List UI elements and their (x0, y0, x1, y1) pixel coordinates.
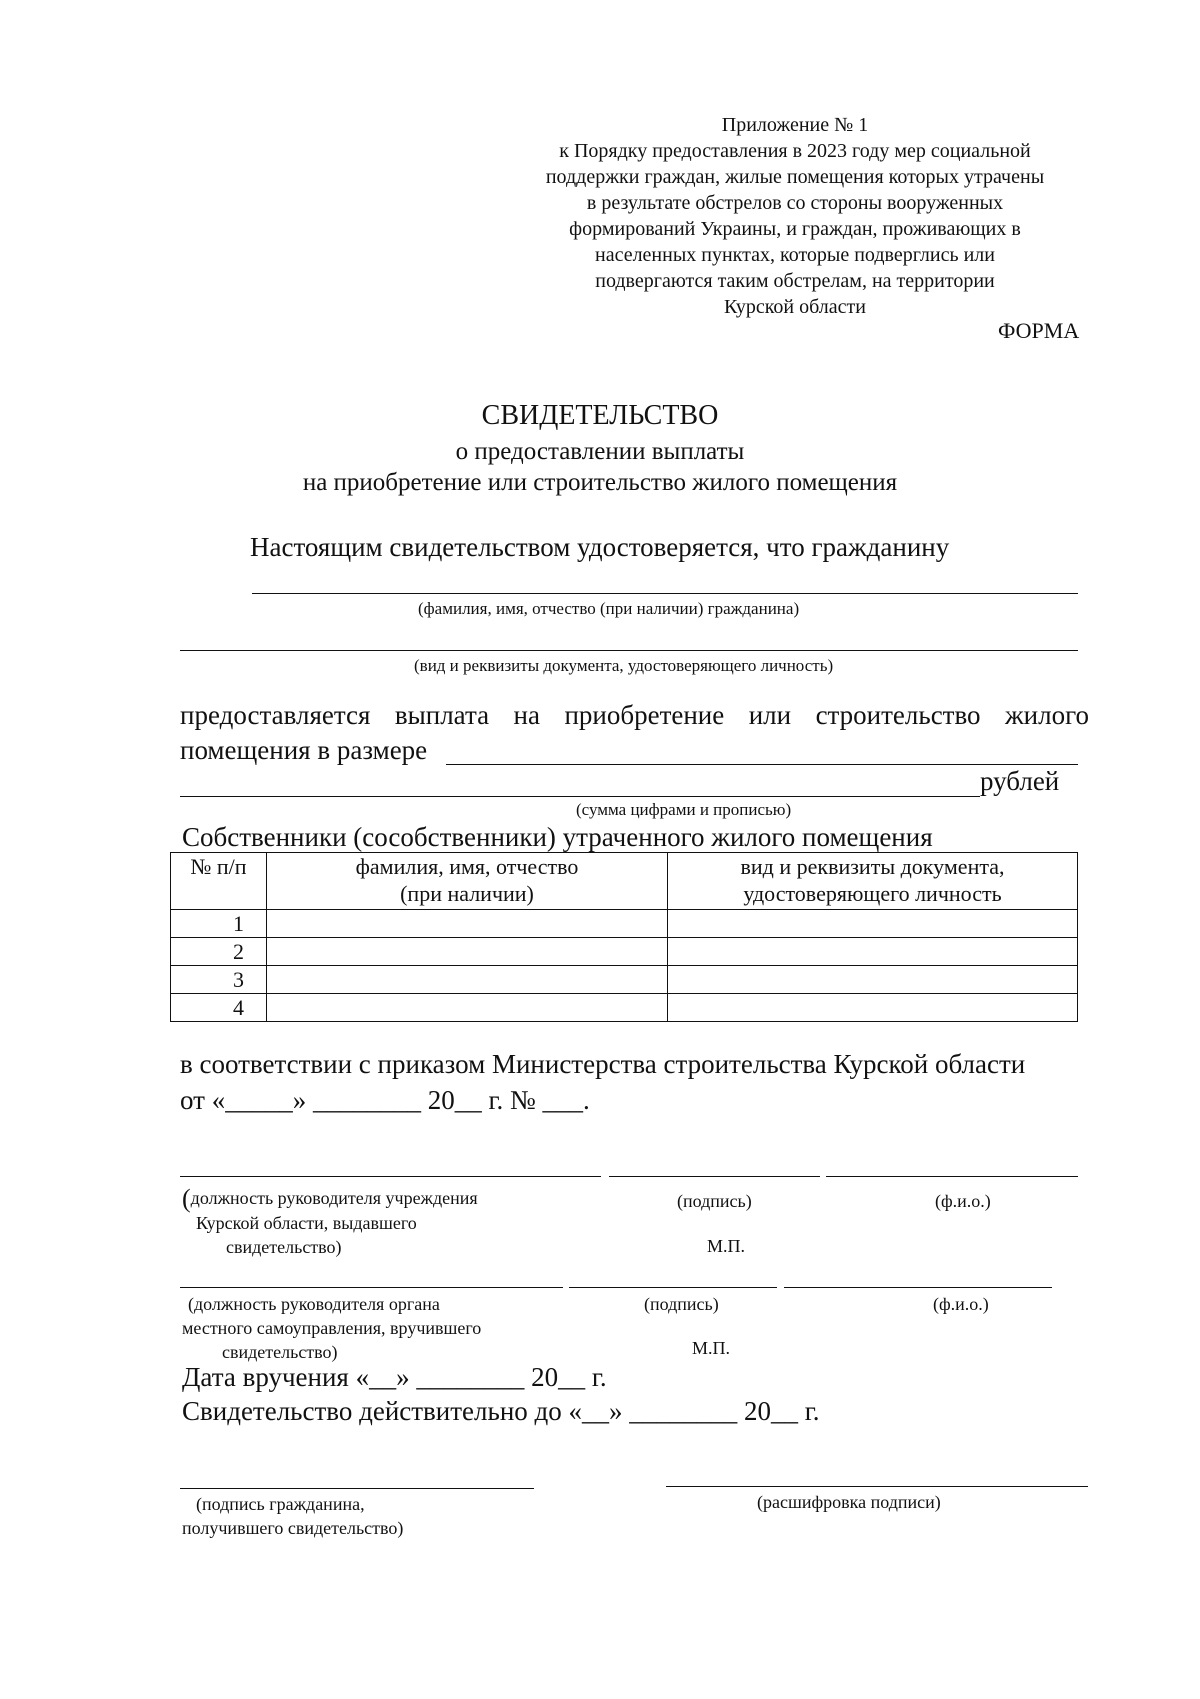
signature-caption: (подпись) (644, 1294, 719, 1314)
appendix-line: Курской области (724, 296, 866, 318)
citizen-signature-line-1: (подпись гражданина, (196, 1494, 365, 1514)
payment-word: строительство (815, 700, 981, 730)
owner-doc-cell[interactable] (668, 910, 1078, 938)
signature-caption: (подпись) (677, 1191, 752, 1211)
id-doc-blank-line[interactable] (180, 650, 1078, 651)
document-title: СВИДЕТЕЛЬСТВО (481, 400, 719, 431)
col-doc-header-line: вид и реквизиты документа, (740, 854, 1005, 879)
institution-head-text: должность руководителя учреждения (190, 1188, 478, 1208)
local-position-line[interactable] (180, 1287, 563, 1288)
owner-doc-cell[interactable] (668, 938, 1078, 966)
appendix-line: Приложение № 1 (721, 114, 869, 136)
local-fio-line[interactable] (784, 1287, 1052, 1288)
appendix-line: поддержки граждан, жилые помещения которых утрачены (545, 166, 1045, 188)
form-label: ФОРМА (998, 318, 1080, 343)
validity-date: Свидетельство действительно до «__» ________ 20__ г. (182, 1396, 820, 1426)
citizen-signature-line[interactable] (180, 1488, 534, 1489)
col-name-header-line: фамилия, имя, отчество (355, 854, 579, 879)
owner-name-cell[interactable] (267, 994, 668, 1022)
institution-head-line-1 (182, 1186, 478, 1211)
owner-name-cell[interactable] (267, 910, 668, 938)
fio-caption: (фамилия, имя, отчество (при наличии) гражданина) (418, 599, 800, 618)
order-line-2: от «_____» ________ 20__ г. № ___. (180, 1085, 590, 1115)
col-doc-header (668, 853, 1078, 910)
citizen-decoding-line[interactable] (666, 1486, 1088, 1487)
col-name-header (267, 853, 668, 910)
delivery-date: Дата вручения «__» ________ 20__ г. (182, 1362, 607, 1392)
payment-word: приобретение (564, 700, 725, 730)
institution-head-label (182, 1186, 478, 1259)
stamp-label: М.П. (707, 1236, 746, 1256)
table-row (171, 994, 1078, 1022)
order-line-1: в соответствии с приказом Министерства строительства Курской области (180, 1049, 1026, 1079)
payment-word: предоставляется (180, 700, 371, 730)
local-signature-line[interactable] (569, 1287, 777, 1288)
id-doc-caption: (вид и реквизиты документа, удостоверяющего личность) (414, 656, 834, 675)
col-num-header: № п/п (171, 853, 267, 910)
appendix-header (505, 112, 1085, 320)
decoding-caption: (расшифровка подписи) (757, 1492, 941, 1512)
payment-word: выплата (394, 700, 490, 730)
payment-word: жилого (1005, 700, 1089, 730)
payment-word: или (748, 700, 792, 730)
open-parenthesis: ( (182, 1184, 191, 1213)
col-name-header-line: (при наличии) (400, 881, 534, 906)
col-doc-header-line: удостоверяющего личность (743, 881, 1002, 906)
intro-text: Настоящим свидетельством удостоверяется, что гражданину (250, 532, 950, 562)
owner-doc-cell[interactable] (668, 966, 1078, 994)
owners-heading: Собственники (сособственники) утраченного жилого помещения (182, 822, 933, 852)
table-header-row (171, 853, 1078, 910)
owner-name-cell[interactable] (267, 966, 668, 994)
institution-position-line[interactable] (180, 1176, 601, 1177)
fio-caption: (ф.и.о.) (933, 1294, 989, 1314)
institution-signature-line[interactable] (609, 1176, 820, 1177)
institution-head-line-3: свидетельство) (226, 1237, 342, 1257)
appendix-line: к Порядку предоставления в 2023 году мер социальной (559, 140, 1031, 162)
appendix-line: населенных пунктах, которые подверглись или (595, 244, 995, 266)
fio-blank-line[interactable] (252, 593, 1078, 594)
payment-line-2: помещения в размере (180, 735, 428, 765)
appendix-line: в результате обстрелов со стороны вооруженных (586, 192, 1004, 214)
document-subtitle: на приобретение или строительство жилого помещения (302, 469, 898, 496)
row-number: 1 (171, 910, 267, 938)
owners-table (170, 852, 1078, 1022)
row-number: 3 (171, 966, 267, 994)
table-row (171, 966, 1078, 994)
owner-doc-cell[interactable] (668, 994, 1078, 1022)
appendix-line: формирований Украины, и граждан, проживающих в (569, 218, 1021, 240)
local-head-line-2: местного самоуправления, вручившего (182, 1318, 482, 1338)
stamp-label: М.П. (692, 1338, 731, 1358)
document-subtitle: о предоставлении выплаты (455, 438, 745, 465)
institution-head-line-2: Курской области, выдавшего (196, 1213, 417, 1233)
local-head-label (182, 1292, 481, 1364)
amount-words-blank-line[interactable] (180, 796, 980, 797)
citizen-signature-line-2: получившего свидетельство) (182, 1518, 404, 1538)
currency-label: рублей (980, 766, 1060, 796)
table-row (171, 938, 1078, 966)
local-head-line-1: (должность руководителя органа (188, 1294, 440, 1314)
row-number: 4 (171, 994, 267, 1022)
owner-name-cell[interactable] (267, 938, 668, 966)
local-head-line-3: свидетельство) (222, 1342, 338, 1362)
payment-line-1 (180, 700, 1089, 731)
appendix-line: подвергаются таким обстрелам, на территории (595, 270, 995, 292)
sum-caption: (сумма цифрами и прописью) (576, 800, 792, 819)
table-row (171, 910, 1078, 938)
row-number: 2 (171, 938, 267, 966)
amount-blank-line[interactable] (446, 764, 1078, 765)
payment-word: на (513, 700, 540, 730)
citizen-signature-caption (182, 1492, 403, 1540)
institution-fio-line[interactable] (826, 1176, 1078, 1177)
fio-caption: (ф.и.о.) (935, 1191, 991, 1211)
